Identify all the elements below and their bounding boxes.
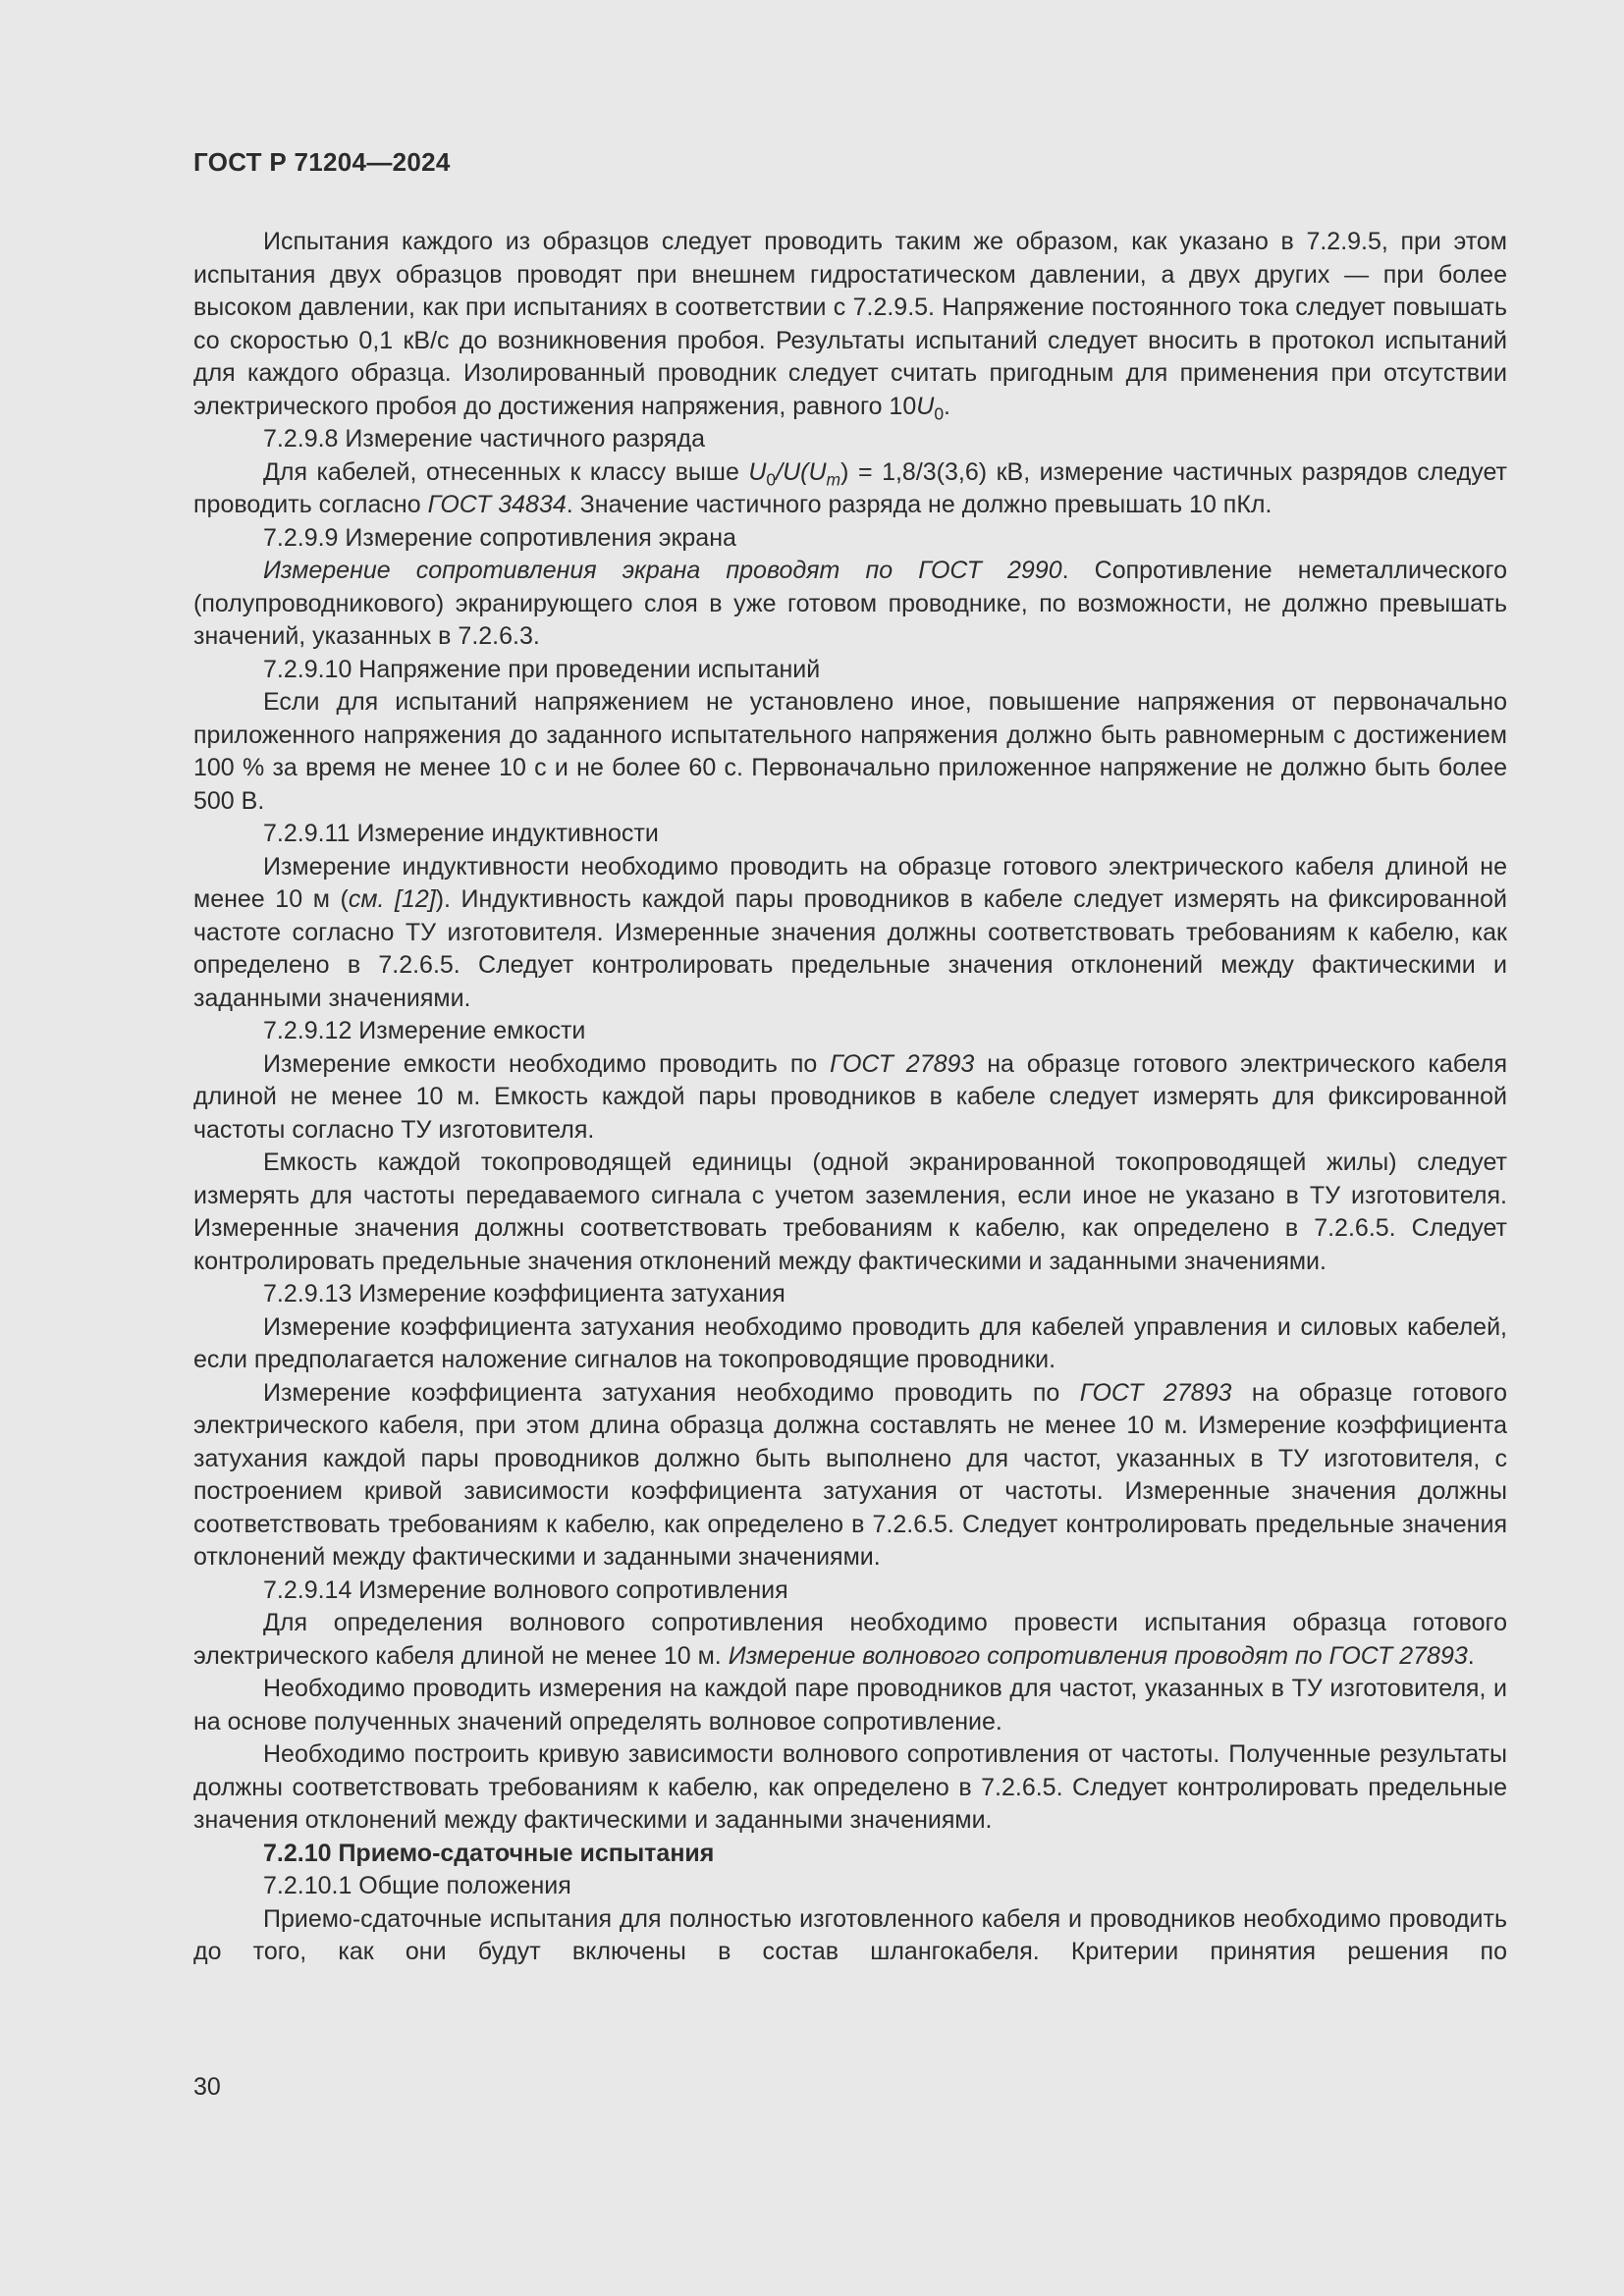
paragraph	[193, 851, 1507, 1016]
document-standard-id: ГОСТ Р 71204—2024	[193, 147, 451, 177]
paragraph: Необходимо проводить измерения на каждой паре проводников для частот, указанных в ТУ изготовителя, и на основе полученных значений определять волновое сопротивление.	[193, 1675, 1507, 1735]
subscript: 0	[766, 468, 777, 489]
paragraph-text: Измерение емкости необходимо проводить по	[263, 1049, 831, 1078]
section-heading: 7.2.9.8 Измерение частичного разряда	[263, 425, 705, 453]
paragraph	[193, 1048, 1507, 1148]
paragraph: Приемо-сдаточные испытания для полностью изготовленного кабеля и проводников необходимо проводить до того, как они будут включены в состав шлангокабеля. Критерии принятия решения по	[193, 1904, 1507, 1965]
paragraph: Если для испытаний напряжением не установлено иное, повышение напряжения от первоначально приложенного напряжения до заданного испытательного напряжения должно быть равномерным с достижением 100 % за время не менее 10 с и не более 60 с. Первоначально приложенное напряжение не должно быть более 500 В.	[193, 688, 1507, 815]
paragraph	[193, 555, 1507, 654]
section-heading: 7.2.9.14 Измерение волнового сопротивления	[263, 1575, 788, 1604]
paragraph-text: . Значение частичного разряда не должно превышать 10 пКл.	[566, 491, 1272, 518]
voltage-symbol-ratio: /U(	[776, 457, 809, 486]
paragraph-text: ). Индуктивность каждой пары проводников в кабеле следует измерять на фиксированной частоте согласно ТУ изготовителя. Измеренные значения должны соответствовать требованиям к кабелю, как определено в 7.2.6.5. Следует контролировать предельные значения отклонений между фактическими и заданными значениями.	[193, 885, 1507, 1012]
paragraph	[193, 1607, 1507, 1673]
section-heading: 7.2.9.11 Измерение индуктивности	[263, 820, 659, 847]
page-number: 30	[193, 2073, 221, 2101]
section-heading: 7.2.9.13 Измерение коэффициента затухания	[263, 1280, 785, 1308]
subscript: 0	[934, 402, 945, 423]
voltage-symbol: U	[916, 392, 935, 420]
paragraph-text: Для кабелей, отнесенных к классу выше	[263, 457, 749, 486]
paragraph-text: . Сопротивление неметаллического (полупроводникового) экранирующего слоя в уже готовом проводнике, по возможности, не должно превышать значений, указанных в 7.2.6.3.	[193, 557, 1507, 650]
paragraph	[193, 456, 1507, 522]
paragraph-text: = 1,8/3(3,6) кВ, измерение частичных разрядов следует проводить согласно	[193, 457, 1507, 518]
standard-reference: Измерение волнового сопротивления проводят по ГОСТ 27893	[728, 1641, 1468, 1670]
subscript-m: m	[826, 468, 841, 489]
paragraph-text: Для определения волнового сопротивления необходимо провести испытания образца готового электрического кабеля длиной не менее 10 м.	[193, 1609, 1507, 1670]
standard-reference: ГОСТ 27893	[830, 1049, 975, 1078]
section-heading: 7.2.9.12 Измерение емкости	[263, 1017, 586, 1044]
voltage-symbol: U	[748, 457, 767, 486]
period: .	[944, 392, 950, 420]
paren: )	[840, 457, 849, 486]
paragraph-text: Испытания каждого из образцов следует проводить таким же образом, как указано в 7.2.9.5, при этом испытания двух образцов проводят при внешнем гидростатическом давлении, а двух других — при более высоком давлении, как при испытаниях в соответствии с 7.2.9.5. Напряжение постоянного тока следует повышать со скоростью 0,1 кВ/с до возникновения пробоя. Результаты испытаний следует вносить в протокол испытаний для каждого образца. Изолированный проводник следует считать пригодным для применения при отсутствии электрического пробоя до достижения напряжения, равного 10	[193, 228, 1507, 420]
paragraph-text: на образце готового электрического кабеля длиной не менее 10 м. Емкость каждой пары проводников в кабеле следует измерять для фиксированной частоты согласно ТУ изготовителя.	[193, 1049, 1507, 1144]
section-heading-bold: 7.2.10 Приемо-сдаточные испытания	[263, 1839, 715, 1867]
subscript	[827, 469, 841, 489]
paragraph	[193, 1377, 1507, 1575]
document-body	[193, 226, 1507, 1969]
period: .	[1467, 1641, 1475, 1670]
paragraph: Емкость каждой токопроводящей единицы (одной экранированной токопроводящей жилы) следует измерять для частоты передаваемого сигнала с учетом заземления, если иное не указано в ТУ изготовителя. Измеренные значения должны соответствовать требованиям к кабелю, как определено в 7.2.6.5. Следует контролировать предельные значения отклонений между фактическими и заданными значениями.	[193, 1148, 1507, 1275]
paragraph-text: на образце готового электрического кабеля, при этом длина образца должна составлять не менее 10 м. Измерение коэффициента затухания каждой пары проводников должно быть выполнено для частот, указанных в ТУ изготовителя, с построением кривой зависимости коэффициента затухания от частоты. Измеренные значения должны соответствовать требованиям к кабелю, как определено в 7.2.6.5. Следует контролировать предельные значения отклонений между фактическими и заданными значениями.	[193, 1378, 1507, 1571]
section-heading: 7.2.9.9 Измерение сопротивления экрана	[263, 523, 736, 552]
standard-reference: ГОСТ 27893	[1079, 1378, 1232, 1407]
standard-reference: Измерение сопротивления экрана проводят по ГОСТ 2990	[263, 557, 1062, 584]
paragraph	[193, 226, 1507, 423]
paragraph-text: Измерение коэффициента затухания необходимо проводить по	[263, 1378, 1080, 1407]
section-heading: 7.2.10.1 Общие положения	[263, 1872, 571, 1899]
section-heading: 7.2.9.10 Напряжение при проведении испытаний	[263, 655, 821, 683]
voltage-symbol: U	[808, 457, 827, 486]
bibliography-reference: см. [12]	[348, 885, 436, 913]
paragraph-text: Измерение индуктивности необходимо проводить на образце готового электрического кабеля длиной не менее 10 м (	[193, 852, 1507, 913]
standard-reference: ГОСТ 34834	[427, 491, 567, 518]
paragraph: Необходимо построить кривую зависимости волнового сопротивления от частоты. Полученные результаты должны соответствовать требованиям к кабелю, как определено в 7.2.6.5. Следует контролировать предельные значения отклонений между фактическими и заданными значениями.	[193, 1740, 1507, 1834]
paragraph: Измерение коэффициента затухания необходимо проводить для кабелей управления и силовых кабелей, если предполагается наложение сигналов на токопроводящие проводники.	[193, 1312, 1507, 1373]
